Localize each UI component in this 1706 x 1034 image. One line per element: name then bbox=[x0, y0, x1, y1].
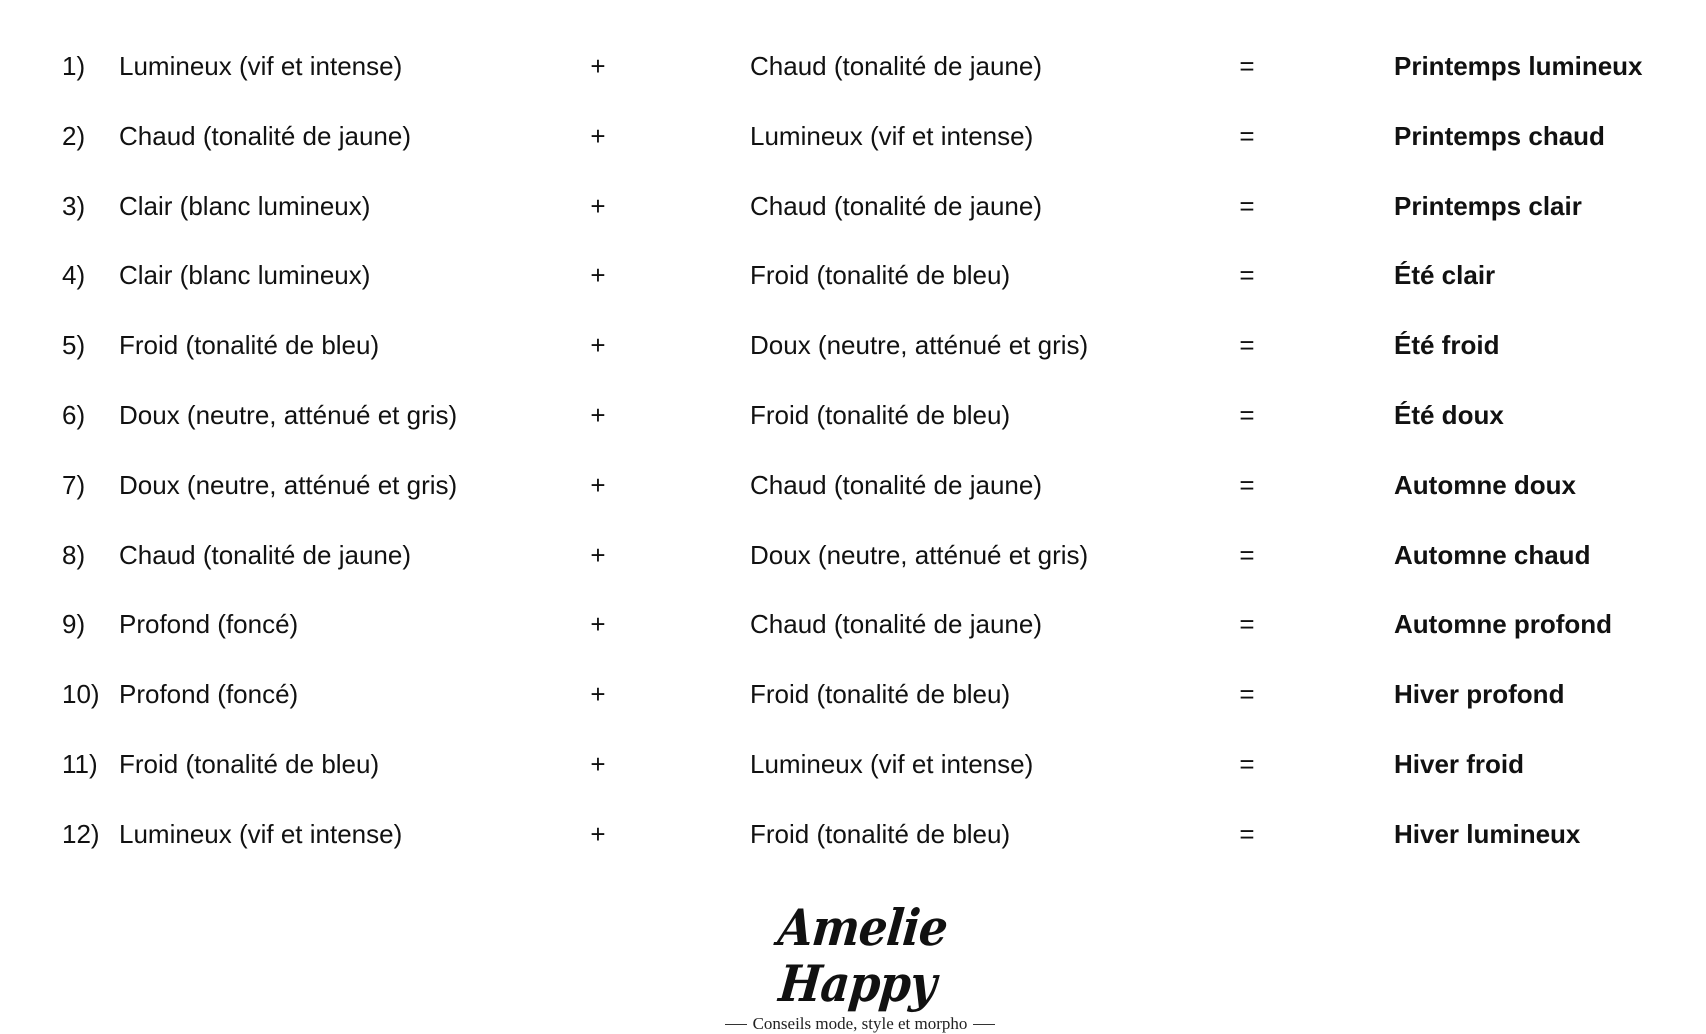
table-row bbox=[0, 311, 1706, 381]
table-row bbox=[0, 730, 1706, 800]
table-row bbox=[0, 521, 1706, 591]
equals-sign: = bbox=[1239, 399, 1255, 430]
season-result: Été froid bbox=[1394, 330, 1500, 361]
row-number: 2) bbox=[62, 120, 86, 151]
plus-sign: + bbox=[590, 399, 606, 430]
table-row bbox=[0, 241, 1706, 311]
equals-sign: = bbox=[1239, 539, 1255, 570]
second-characteristic: Lumineux (vif et intense) bbox=[750, 748, 1034, 779]
row-number: 8) bbox=[62, 539, 86, 570]
equals-sign: = bbox=[1239, 190, 1255, 221]
table-row bbox=[0, 590, 1706, 660]
first-characteristic: Clair (blanc lumineux) bbox=[119, 190, 371, 221]
plus-sign: + bbox=[590, 748, 606, 779]
equals-sign: = bbox=[1239, 330, 1255, 361]
second-characteristic: Chaud (tonalité de jaune) bbox=[750, 190, 1042, 221]
second-characteristic: Chaud (tonalité de jaune) bbox=[750, 469, 1042, 500]
first-characteristic: Doux (neutre, atténué et gris) bbox=[119, 469, 458, 500]
row-number: 3) bbox=[62, 190, 86, 221]
season-result: Printemps lumineux bbox=[1394, 51, 1643, 81]
row-number: 6) bbox=[62, 399, 86, 430]
first-characteristic: Froid (tonalité de bleu) bbox=[119, 748, 380, 779]
first-characteristic: Lumineux (vif et intense) bbox=[119, 51, 403, 81]
season-combination-table bbox=[0, 32, 1706, 870]
second-characteristic: Chaud (tonalité de jaune) bbox=[750, 51, 1042, 81]
second-characteristic: Froid (tonalité de bleu) bbox=[750, 399, 1011, 430]
equals-sign: = bbox=[1239, 51, 1255, 81]
equals-sign: = bbox=[1239, 120, 1255, 151]
equals-sign: = bbox=[1239, 818, 1255, 849]
row-number: 5) bbox=[62, 330, 86, 361]
first-characteristic: Froid (tonalité de bleu) bbox=[119, 330, 380, 361]
row-number: 11) bbox=[62, 748, 98, 779]
plus-sign: + bbox=[590, 51, 606, 81]
plus-sign: + bbox=[590, 818, 606, 849]
equals-sign: = bbox=[1239, 260, 1255, 291]
table-row bbox=[0, 172, 1706, 242]
season-result: Été clair bbox=[1394, 260, 1496, 291]
second-characteristic: Froid (tonalité de bleu) bbox=[750, 818, 1011, 849]
season-result: Printemps chaud bbox=[1394, 120, 1605, 151]
season-result: Printemps clair bbox=[1394, 190, 1582, 221]
season-result: Hiver froid bbox=[1394, 748, 1525, 779]
row-number: 9) bbox=[62, 609, 86, 640]
table-row bbox=[0, 102, 1706, 172]
tagline-left-rule bbox=[725, 1024, 747, 1025]
brand-logo bbox=[700, 898, 1020, 1033]
row-number: 7) bbox=[62, 469, 86, 500]
row-number: 10) bbox=[62, 679, 100, 710]
plus-sign: + bbox=[590, 120, 606, 151]
table-row bbox=[0, 660, 1706, 730]
equals-sign: = bbox=[1239, 748, 1255, 779]
plus-sign: + bbox=[590, 469, 606, 500]
second-characteristic: Froid (tonalité de bleu) bbox=[750, 260, 1011, 291]
table-row bbox=[0, 32, 1706, 102]
first-characteristic: Clair (blanc lumineux) bbox=[119, 260, 371, 291]
logo-name: Amelie Happy bbox=[775, 898, 950, 1013]
season-result: Hiver lumineux bbox=[1394, 818, 1581, 849]
season-result: Automne profond bbox=[1394, 609, 1613, 640]
plus-sign: + bbox=[590, 679, 606, 710]
logo-tagline: Conseils mode, style et morpho bbox=[752, 1014, 968, 1033]
first-characteristic: Profond (foncé) bbox=[119, 609, 299, 640]
second-characteristic: Doux (neutre, atténué et gris) bbox=[750, 330, 1089, 361]
table-row bbox=[0, 800, 1706, 870]
table-row bbox=[0, 451, 1706, 521]
plus-sign: + bbox=[590, 330, 606, 361]
row-number: 4) bbox=[62, 260, 86, 291]
second-characteristic: Froid (tonalité de bleu) bbox=[750, 679, 1011, 710]
season-result: Automne doux bbox=[1394, 469, 1576, 500]
logo-tagline-group bbox=[700, 1014, 1020, 1034]
row-number: 12) bbox=[62, 818, 100, 849]
first-characteristic: Profond (foncé) bbox=[119, 679, 299, 710]
season-result: Automne chaud bbox=[1394, 539, 1591, 570]
plus-sign: + bbox=[590, 190, 606, 221]
equals-sign: = bbox=[1239, 679, 1255, 710]
first-characteristic: Lumineux (vif et intense) bbox=[119, 818, 403, 849]
row-number: 1) bbox=[62, 51, 86, 81]
season-result: Hiver profond bbox=[1394, 679, 1565, 710]
first-characteristic: Chaud (tonalité de jaune) bbox=[119, 539, 411, 570]
equals-sign: = bbox=[1239, 469, 1255, 500]
equals-sign: = bbox=[1239, 609, 1255, 640]
tagline-right-rule bbox=[973, 1024, 995, 1025]
second-characteristic: Chaud (tonalité de jaune) bbox=[750, 609, 1042, 640]
plus-sign: + bbox=[590, 539, 606, 570]
second-characteristic: Lumineux (vif et intense) bbox=[750, 120, 1034, 151]
plus-sign: + bbox=[590, 609, 606, 640]
season-result: Été doux bbox=[1394, 399, 1504, 430]
table-row bbox=[0, 381, 1706, 451]
second-characteristic: Doux (neutre, atténué et gris) bbox=[750, 539, 1089, 570]
first-characteristic: Chaud (tonalité de jaune) bbox=[119, 120, 411, 151]
plus-sign: + bbox=[590, 260, 606, 291]
first-characteristic: Doux (neutre, atténué et gris) bbox=[119, 399, 458, 430]
